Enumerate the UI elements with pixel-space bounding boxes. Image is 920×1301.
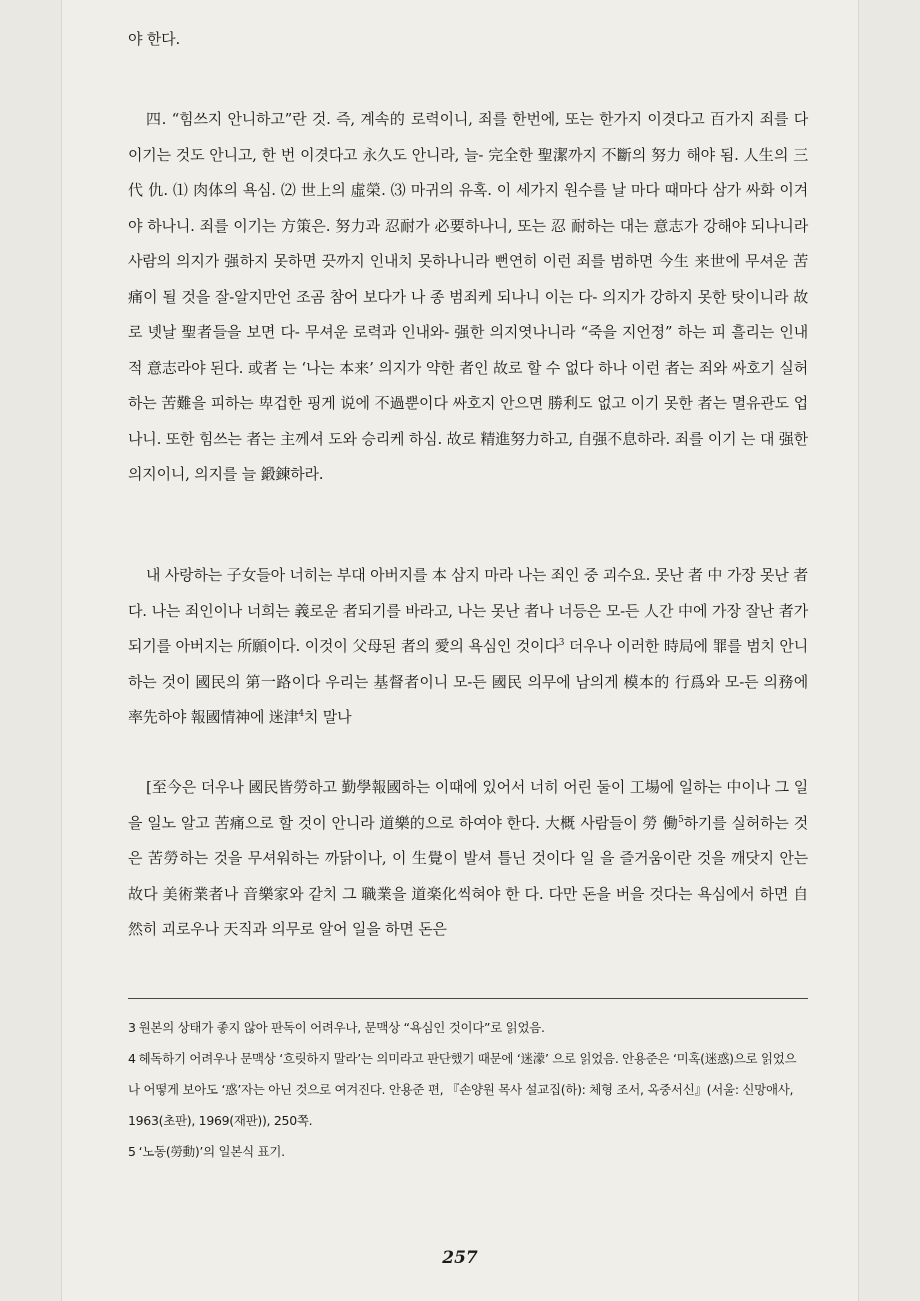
footnote-number: 4 xyxy=(128,1051,136,1066)
footnote-number: 3 xyxy=(128,1020,136,1035)
paragraph-children xyxy=(128,558,808,736)
book-page xyxy=(62,0,858,1301)
footnote-text: ‘노동(勞動)’의 일본식 표기. xyxy=(138,1144,285,1159)
paragraph-text: 야 한다. xyxy=(128,30,181,48)
text-run: 치 말나 xyxy=(303,708,352,726)
footnote-4 xyxy=(128,1043,808,1136)
footnote-5 xyxy=(128,1136,808,1167)
footnote-ref[interactable]: 5 xyxy=(678,814,684,825)
footnote-number: 5 xyxy=(128,1144,136,1159)
footnotes xyxy=(128,1012,808,1167)
text-run: 더우나 이러한 時局에 罪를 범치 안니하는 것이 國民의 第一路이다 우리는 基督者이니 모-든 國民 의무에 남의게 模本的 行爲와 모-든 의務에 率先하야 報國情神에 迷津 xyxy=(128,637,808,726)
footnote-ref[interactable]: 3 xyxy=(558,638,565,648)
paragraph-text xyxy=(128,558,808,736)
text-run: 하기를 실허하는 것은 苦勞하는 것을 무셔워하는 까닭이나, 이 生覺이 발셔 틀닌 것이다 일 을 즐거움이란 것을 깨닷지 안는 故다 美術業者나 音樂家와 같치 그 職業을 道楽化씩혀야 한 다. 다만 돈을 버을 것다는 욕심에서 하면 自然히 괴로우나 天직과 의무로 알어 일을 하면 돈은 xyxy=(128,813,808,938)
paragraph-four xyxy=(128,102,808,493)
footnote-divider xyxy=(128,998,808,999)
text-run: 내 사랑하는 子女들아 너히는 부대 아버지를 本 삼지 마라 나는 죄인 중 괴수요. 못난 者 中 가장 못난 者다. 나는 죄인이나 너희는 義로운 者되기를 바라고, 나는 못난 者나 너등은 모-든 人간 中에 가장 잘난 者가 되기를 아버지는 所願이다. 이것이 父母된 者의 愛의 욕심인 것이다 xyxy=(128,566,808,655)
text-run: [至今은 더우나 國民皆勞하고 勤學報國하는 이때에 있어서 너히 어린 둘이 工場에 일하는 中이나 그 일을 일노 알고 苦痛으로 할 것이 안니라 道樂的으로 하여야 한다. 大概 사람들이 勞 働 xyxy=(128,778,808,832)
paragraph-text: 四. “힘쓰지 안니하고”란 것. 즉, 계속的 로력이니, 죄를 한번에, 또는 한가지 이겻다고 百가지 죄를 다 이기는 것도 안니고, 한 번 이겻다고 永久도 안니라, 늘- 完全한 聖潔까지 不斷의 努力 해야 됨. 人生의 三代 仇. ⑴ 肉体의 욕심. ⑵ 世上의 虛榮. ⑶ 마귀의 유혹. 이 세가지 원수를 날 마다 때마다 삼가 싸화 이겨야 하나니. 죄를 이기는 方策은. 努力과 忍耐가 必要하나니, 또는 忍 耐하는 대는 意志가 강해야 되나니라 사람의 의지가 强하지 못하면 끗까지 인내치 못하나니라 뻔연히 이런 죄를 범하면 今生 来世에 무셔운 苦痛이 될 것을 잘-알지만언 조곰 참어 보다가 나 종 범죄케 되나니 이는 다- 의지가 강하지 못한 탓이니라 故로 녯날 聖者들을 보면 다- 무셔운 로력과 인내와- 强한 의지엿나니라 “죽을 지언졍” 하는 피 흘리는 인내적 意志라야 된다. 或者 는 ‘나는 本来’ 의지가 약한 者인 故로 할 수 없다 하나 이런 者는 죄와 싸호기 실허하는 苦難을 피하는 卑겁한 핑게 说에 不過뿐이다 싸호지 안으면 勝利도 없고 이기 못한 者는 멸유관도 업 나니. 또한 힘쓰는 者는 主께셔 도와 승리케 하심. 故로 精進努力하고, 自强不息하라. 죄를 이기 는 대 强한 의지이니, 의지를 늘 鍛鍊하라. xyxy=(128,110,808,483)
footnote-text: 원본의 상태가 좋지 않아 판독이 어려우나, 문맥상 “욕심인 것이다”로 읽었음. xyxy=(138,1020,545,1035)
page-number: 257 xyxy=(442,1248,478,1268)
footnote-text: 헤독하기 어려우나 문맥상 ‘흐릿하지 말라’는 의미라고 판단했기 때문에 ‘迷濛’ 으로 읽었음. 안용준은 ‘미혹(迷惑)으로 읽었으나 어떻게 보아도 ‘惑’자는 아닌 것으로 여겨진다. 안용준 편, 『손양원 목사 설교집(하): 체형 조서, 옥중서신』(서울: 신망애사, 1963(초판), 1969(재판)), 250쪽. xyxy=(128,1051,797,1128)
footnote-ref[interactable]: 4 xyxy=(298,709,304,719)
paragraph-text xyxy=(128,770,808,948)
footnote-3 xyxy=(128,1012,808,1043)
paragraph-labor xyxy=(128,770,808,948)
paragraph-continuation xyxy=(128,22,808,58)
